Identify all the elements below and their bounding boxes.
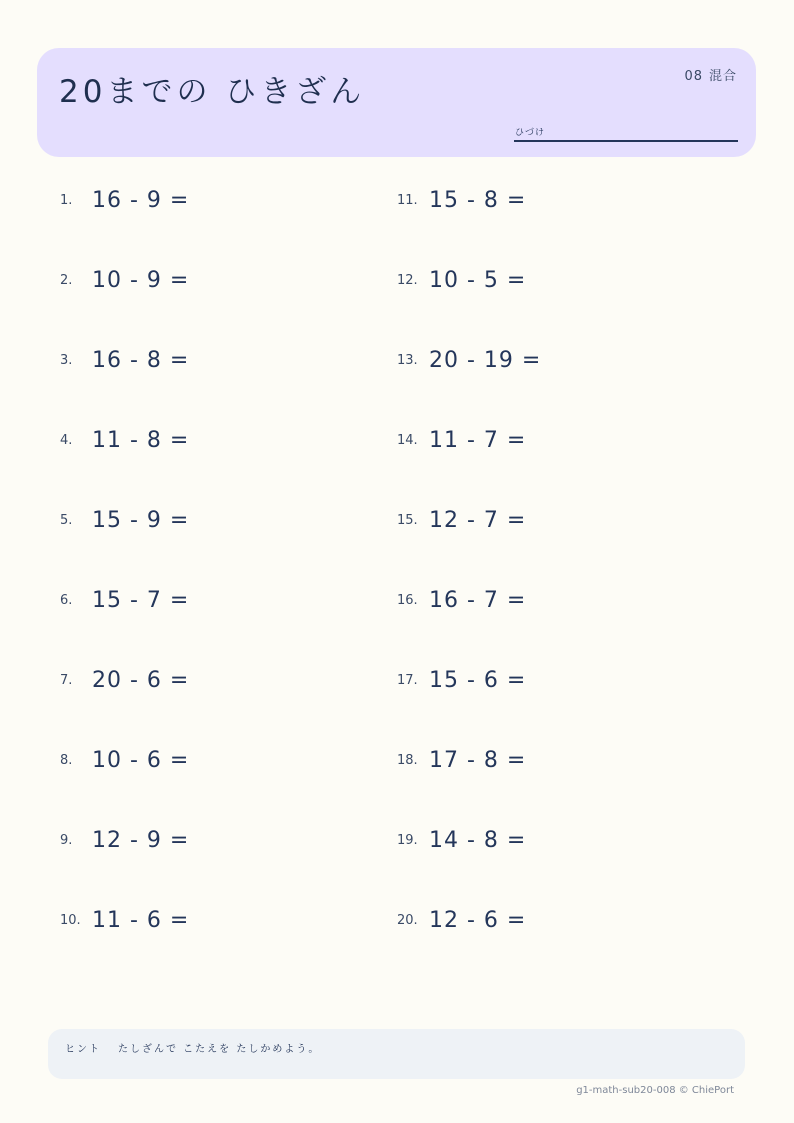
problem-number: 1. (60, 192, 73, 208)
problem-expression: 20 - 19 = (429, 347, 542, 373)
problem-number: 15. (397, 512, 418, 528)
problem-expression: 14 - 8 = (429, 827, 527, 853)
problem-number: 2. (60, 272, 73, 288)
hint-label: ヒント (65, 1044, 101, 1055)
problem-expression: 11 - 8 = (92, 427, 190, 453)
problem-number: 19. (397, 832, 418, 848)
problem-number: 6. (60, 592, 73, 608)
problem-expression: 16 - 7 = (429, 587, 527, 613)
problem-item (397, 265, 526, 295)
problem-number: 8. (60, 752, 73, 768)
problem-item (60, 425, 189, 455)
problem-number: 11. (397, 192, 418, 208)
problem-item (397, 505, 526, 535)
problem-item (397, 665, 526, 695)
problem-expression: 16 - 9 = (92, 187, 190, 213)
problem-item (60, 185, 189, 215)
problem-item (60, 345, 189, 375)
problem-expression: 12 - 6 = (429, 907, 527, 933)
problem-item (397, 345, 541, 375)
problem-number: 9. (60, 832, 73, 848)
problem-item (397, 185, 526, 215)
problem-item (60, 585, 189, 615)
worksheet-number: 08 (684, 69, 703, 84)
hint-text: たしざんで こたえを たしかめよう。 (118, 1044, 321, 1055)
problem-number: 16. (397, 592, 418, 608)
problem-item (60, 745, 189, 775)
problem-item (397, 825, 526, 855)
problem-item (397, 425, 526, 455)
problem-expression: 10 - 9 = (92, 267, 190, 293)
problem-expression: 11 - 6 = (92, 907, 190, 933)
hint-box (48, 1029, 745, 1079)
problem-item (397, 585, 526, 615)
problem-expression: 10 - 5 = (429, 267, 527, 293)
problem-expression: 16 - 8 = (92, 347, 190, 373)
problem-expression: 17 - 8 = (429, 747, 527, 773)
problem-expression: 12 - 9 = (92, 827, 190, 853)
date-label: ひづけ (515, 128, 546, 138)
problem-expression: 15 - 9 = (92, 507, 190, 533)
problem-number: 7. (60, 672, 73, 688)
problem-number: 13. (397, 352, 418, 368)
problem-number: 12. (397, 272, 418, 288)
footer-credit: g1-math-sub20-008 © ChiePort (576, 1085, 734, 1096)
problem-item (60, 505, 189, 535)
worksheet-title: 20までの ひきざん (59, 74, 366, 110)
problem-expression: 15 - 6 = (429, 667, 527, 693)
problem-expression: 20 - 6 = (92, 667, 190, 693)
problem-item (60, 825, 189, 855)
problem-expression: 15 - 8 = (429, 187, 527, 213)
problem-item (397, 745, 526, 775)
problem-number: 17. (397, 672, 418, 688)
problem-number: 14. (397, 432, 418, 448)
problem-number: 18. (397, 752, 418, 768)
problem-expression: 10 - 6 = (92, 747, 190, 773)
problem-item (60, 665, 189, 695)
problem-expression: 12 - 7 = (429, 507, 527, 533)
problem-expression: 11 - 7 = (429, 427, 527, 453)
problem-expression: 15 - 7 = (92, 587, 190, 613)
worksheet-type: 混合 (708, 69, 737, 84)
problem-item (60, 905, 189, 935)
problem-item (397, 905, 526, 935)
problem-number: 20. (397, 912, 418, 928)
problem-item (60, 265, 189, 295)
problem-number: 5. (60, 512, 73, 528)
problem-number: 3. (60, 352, 73, 368)
problem-number: 4. (60, 432, 73, 448)
problem-number: 10. (60, 912, 81, 928)
